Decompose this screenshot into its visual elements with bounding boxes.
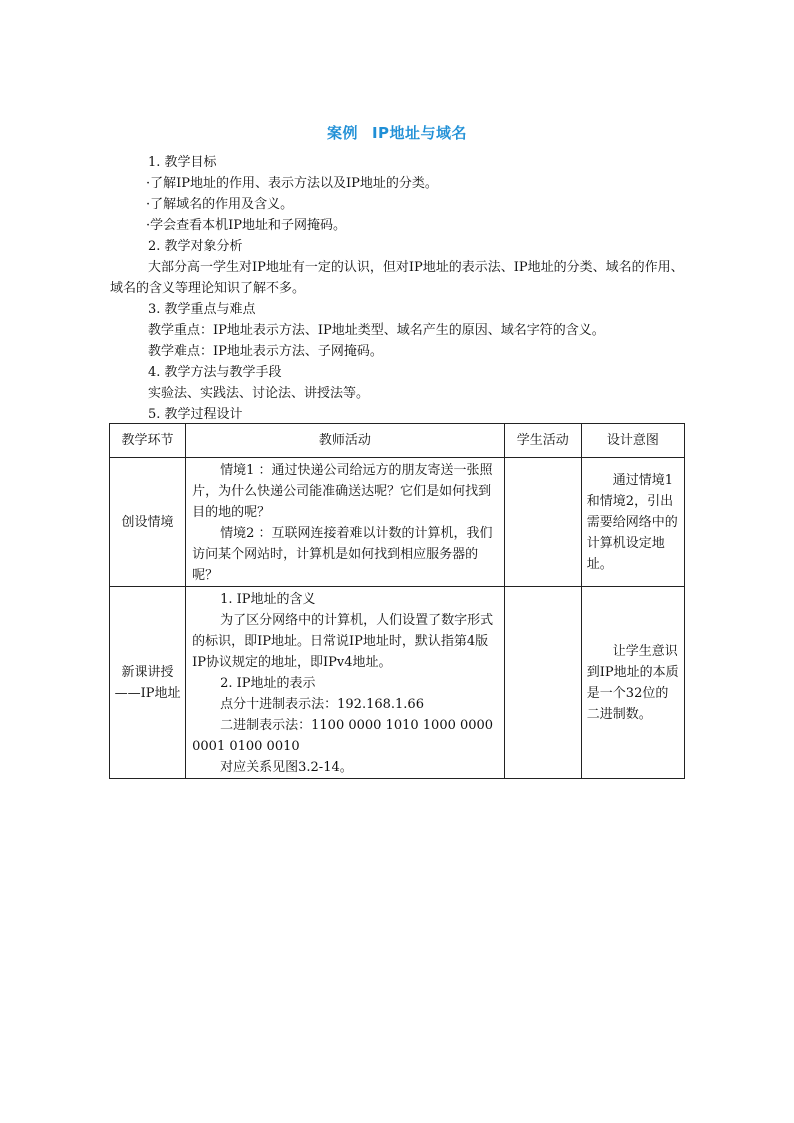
- student-activity-cell: [504, 587, 581, 779]
- header-student-activity: 学生活动: [504, 424, 581, 458]
- section-4-heading: 4. 教学方法与教学手段: [148, 365, 282, 380]
- key-points-text: 教学重点：IP地址表示方法、IP地址类型、域名产生的原因、域名字符的含义。: [148, 323, 605, 338]
- objective-item: ·了解IP地址的作用、表示方法以及IP地址的分类。: [146, 176, 438, 191]
- header-design-intent: 设计意图: [581, 424, 684, 458]
- header-stage: 教学环节: [110, 424, 186, 458]
- stage-cell: 新课讲授——IP地址: [110, 587, 186, 779]
- stage-cell: 创设情境: [110, 458, 186, 587]
- difficulties-text: 教学难点：IP地址表示方法、子网掩码。: [148, 344, 383, 359]
- objective-item: ·了解域名的作用及含义。: [146, 197, 294, 212]
- objective-item: ·学会查看本机IP地址和子网掩码。: [146, 218, 347, 233]
- intent-text: 通过情境1和情境2，引出需要给网络中的计算机设定地址。: [586, 472, 678, 572]
- teacher-paragraph: 点分十进制表示法：192.168.1.66: [220, 697, 424, 712]
- teacher-paragraph: 2. IP地址的表示: [220, 676, 316, 691]
- teaching-process-table: [109, 423, 685, 779]
- teacher-paragraph: 情境1 ：通过快递公司给远方的朋友寄送一张照片，为什么快递公司能准确送达呢？它们是如何找到目的地的呢？: [192, 463, 493, 520]
- methods-text: 实验法、实践法、讨论法、讲授法等。: [148, 386, 370, 401]
- teacher-activity-cell: [186, 458, 505, 587]
- teacher-paragraph: 为了区分网络中的计算机，人们设置了数字形式的标识，即IP地址。日常说IP地址时，默认指第4版IP协议规定的地址，即IPv4地址。: [192, 613, 494, 670]
- table-row: [110, 458, 685, 587]
- table-header-row: [110, 424, 685, 458]
- teacher-paragraph: 对应关系见图3.2-14。: [220, 760, 353, 775]
- intent-text: 让学生意识到IP地址的本质是一个32位的二进制数。: [586, 643, 679, 722]
- teacher-paragraph: 二进制表示法：1100 0000 1010 1000 0000 0001 0100 0010: [192, 718, 494, 754]
- teacher-paragraph: 情境2 ：互联网连接着难以计数的计算机，我们访问某个网站时，计算机是如何找到相应服务器的呢？: [192, 526, 493, 583]
- section-1-heading: 1. 教学目标: [148, 155, 217, 170]
- student-activity-cell: [504, 458, 581, 587]
- lesson-body: [110, 152, 686, 425]
- audience-analysis-text: 大部分高一学生对IP地址有一定的认识，但对IP地址的表示法、IP地址的分类、域名的作用、域名的含义等理论知识了解不多。: [110, 260, 684, 296]
- teacher-paragraph: 1. IP地址的含义: [220, 592, 316, 607]
- title-prefix: 案例: [326, 124, 358, 142]
- teacher-activity-cell: [186, 587, 505, 779]
- document-title: [0, 122, 794, 143]
- section-2-heading: 2. 教学对象分析: [148, 239, 243, 254]
- section-5-heading: 5. 教学过程设计: [148, 407, 243, 422]
- header-teacher-activity: 教师活动: [186, 424, 505, 458]
- title-main: IP地址与域名: [371, 124, 468, 142]
- design-intent-cell: [581, 458, 684, 587]
- design-intent-cell: [581, 587, 684, 779]
- section-3-heading: 3. 教学重点与难点: [148, 302, 256, 317]
- table-row: [110, 587, 685, 779]
